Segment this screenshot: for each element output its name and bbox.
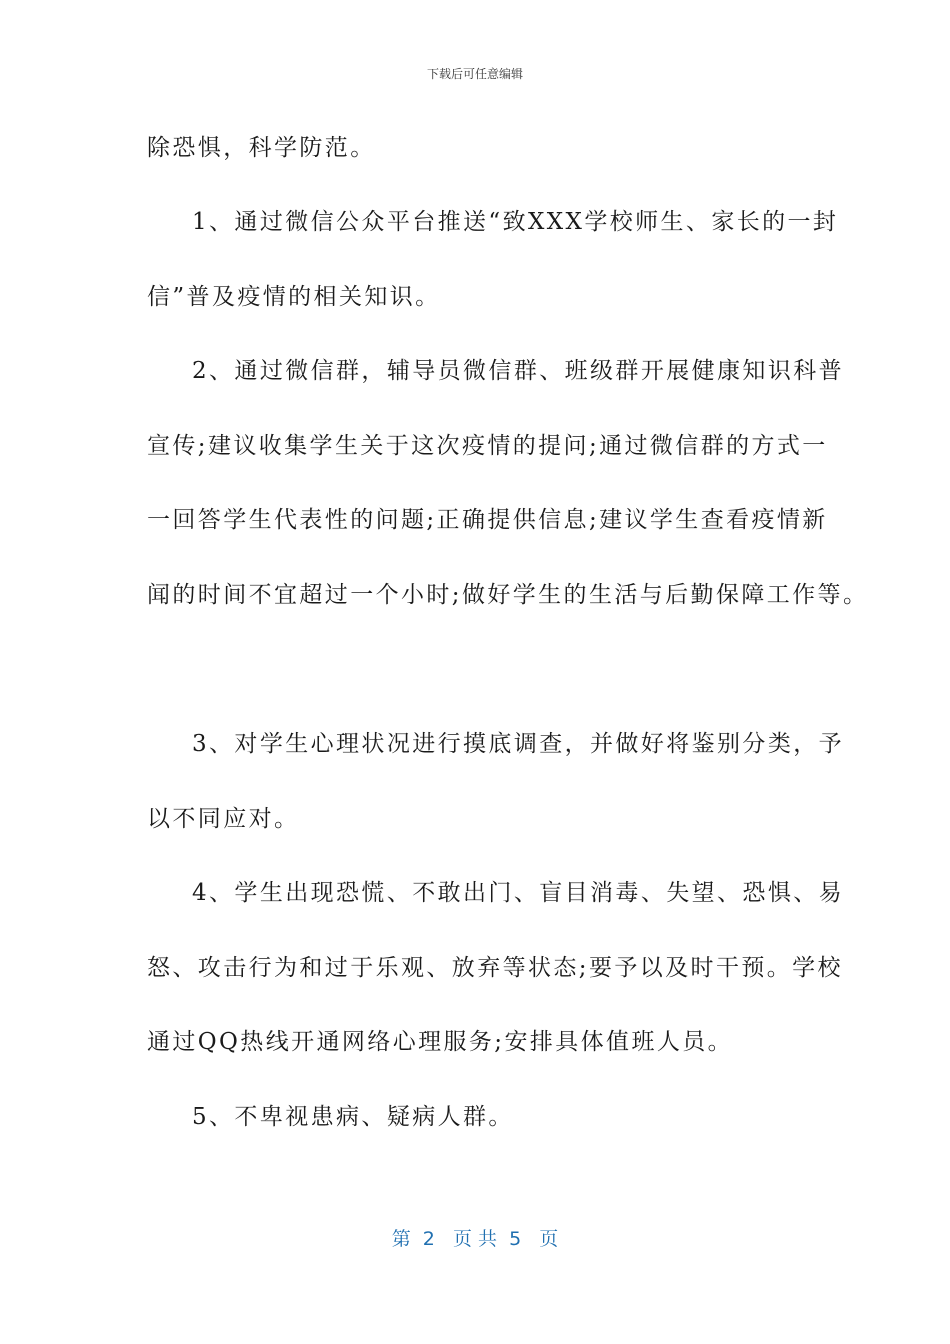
page-number-footer: 第 2 页 共 5 页 bbox=[391, 1228, 559, 1250]
paragraph-item-1-line: 信”普及疫情的相关知识。 bbox=[147, 284, 441, 310]
page-header-note: 下载后可任意编辑 bbox=[426, 67, 523, 81]
paragraph-item-2-line: 闻的时间不宜超过一个小时;做好学生的生活与后勤保障工作等。 bbox=[147, 582, 869, 608]
paragraph-item-1-line: 1、通过微信公众平台推送“致XXX学校师生、家长的一封 bbox=[192, 209, 839, 235]
paragraph-item-4-line: 怒、攻击行为和过于乐观、放弃等状态;要予以及时干预。学校 bbox=[147, 955, 843, 981]
paragraph-line: 除恐惧，科学防范。 bbox=[147, 135, 376, 161]
paragraph-item-3-line: 3、对学生心理状况进行摸底调查，并做好将鉴别分类，予 bbox=[192, 731, 845, 757]
paragraph-item-5-line: 5、不卑视患病、疑病人群。 bbox=[192, 1104, 514, 1130]
paragraph-item-2-line: 一回答学生代表性的问题;正确提供信息;建议学生查看疫情新 bbox=[147, 507, 828, 533]
paragraph-item-4-line: 4、学生出现恐慌、不敢出门、盲目消毒、失望、恐惧、易 bbox=[192, 880, 845, 906]
paragraph-item-2-line: 宣传;建议收集学生关于这次疫情的提问;通过微信群的方式一 bbox=[147, 433, 828, 459]
paragraph-item-4-line: 通过QQ热线开通网络心理服务;安排具体值班人员。 bbox=[147, 1029, 734, 1055]
paragraph-item-2-line: 2、通过微信群，辅导员微信群、班级群开展健康知识科普 bbox=[192, 358, 845, 384]
paragraph-item-3-line: 以不同应对。 bbox=[147, 806, 300, 832]
